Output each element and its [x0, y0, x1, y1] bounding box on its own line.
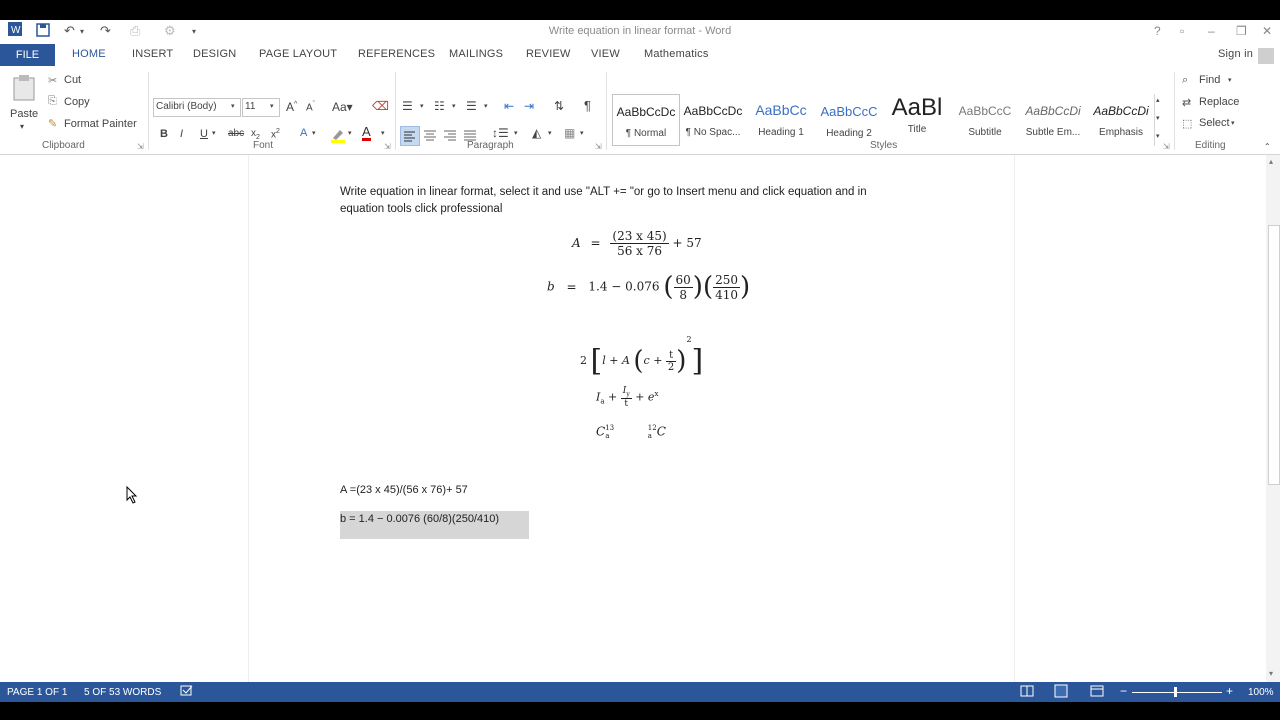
equation-1[interactable] [572, 229, 702, 258]
tab-design[interactable]: DESIGN [193, 48, 237, 60]
style-name: ¶ No Spac... [685, 127, 741, 138]
word-window [0, 20, 1280, 702]
eq2-fraction-1 [674, 273, 693, 302]
multilevel-dropdown-icon[interactable]: ▾ [484, 103, 488, 110]
web-layout-icon[interactable] [1090, 685, 1104, 700]
styles-more-icon[interactable]: ▾ [1156, 133, 1160, 140]
styles-launcher-icon[interactable]: ⇲ [1163, 142, 1170, 151]
multilevel-list-icon[interactable]: ☰ [466, 99, 477, 113]
line-spacing-dropdown-icon[interactable]: ▾ [514, 130, 518, 137]
style-preview: AaBbCcDi [1025, 104, 1081, 118]
font-name-dropdown-icon[interactable]: ▾ [231, 103, 235, 110]
intro-line-2[interactable]: equation tools click professional [340, 203, 503, 215]
intro-line-1[interactable]: Write equation in linear format, select it and use "ALT += "or go to Insert menu and click equation and in [340, 186, 867, 198]
superscript-icon[interactable]: $x^2$ [271, 128, 280, 141]
close-icon[interactable]: ✕ [1262, 24, 1273, 38]
scroll-up-icon[interactable]: ▴ [1269, 157, 1274, 166]
style-no-spacing[interactable] [680, 94, 746, 144]
proofing-icon[interactable] [180, 685, 194, 700]
eq2-f2-den: 410 [715, 287, 739, 302]
font-group-label: Font [253, 140, 274, 151]
style-subtitle[interactable] [952, 94, 1018, 144]
print-preview-icon[interactable]: ⎙ [130, 23, 141, 38]
page-edge-right [1014, 155, 1015, 682]
eq2-paren-close-2: ) [740, 272, 751, 302]
style-heading-1[interactable] [748, 94, 814, 144]
eq3-paren-open: ( [633, 346, 644, 376]
text-effects-dropdown-icon[interactable]: ▾ [312, 130, 316, 137]
grow-font-icon[interactable]: A^ [286, 100, 298, 114]
underline-dropdown-icon[interactable]: ▾ [212, 130, 216, 137]
replace-button[interactable]: Replace [1199, 96, 1240, 108]
ribbon-display-icon[interactable]: ▫ [1180, 24, 1185, 38]
tab-mailings[interactable]: MAILINGS [449, 48, 504, 60]
highlight-icon[interactable] [330, 127, 346, 146]
clipboard-launcher-icon[interactable]: ⇲ [137, 142, 144, 151]
align-left-icon[interactable] [400, 126, 420, 146]
copy-icon: ⎘ [48, 95, 57, 107]
eq3-paren-close: ) [676, 346, 687, 376]
eq4-base: I [596, 390, 601, 404]
style-subtle-emphasis[interactable] [1020, 94, 1086, 144]
group-separator [395, 72, 396, 150]
align-right-icon[interactable] [442, 127, 458, 148]
zoom-in-icon[interactable]: + [1226, 684, 1234, 698]
eq1-rest: + 57 [672, 236, 702, 250]
style-preview: AaBl [891, 94, 943, 121]
equation-2[interactable] [547, 272, 750, 302]
eq1-lhs: A [572, 236, 581, 250]
style-preview: AaBbCc [755, 102, 807, 118]
eq4-sub: a [600, 397, 605, 406]
paragraph-group-label: Paragraph [467, 140, 514, 151]
find-button[interactable]: Find [1199, 74, 1221, 86]
eq4-sup: x [654, 389, 659, 398]
tab-page-layout[interactable]: PAGE LAYOUT [259, 48, 338, 60]
page-edge-left [248, 155, 249, 682]
avatar[interactable] [1258, 48, 1274, 64]
eq2-f2-num: 250 [715, 272, 739, 287]
cut-button[interactable]: Cut [64, 74, 82, 86]
eq3-bracket-open: [ [590, 343, 603, 379]
eq5-right-prescripts [648, 424, 657, 440]
styles-scroll[interactable] [1154, 94, 1166, 146]
style-emphasis[interactable] [1088, 94, 1154, 144]
numbering-dropdown-icon[interactable]: ▾ [452, 103, 456, 110]
replace-icon: ⇄ [1182, 97, 1192, 109]
title-bar [0, 20, 1280, 44]
eq2-lhs: b [547, 279, 555, 294]
eq2-equals: = [566, 279, 577, 294]
ribbon-home [0, 66, 1280, 155]
eq4-f-den: t [624, 398, 629, 409]
linear-equation-2[interactable]: b = 1.4 − 0.0076 (60/8)(250/410) [340, 513, 500, 525]
equation-3[interactable] [580, 335, 703, 379]
style-preview: AaBbCcDc [616, 105, 676, 119]
select-icon: ⬚ [1182, 118, 1193, 130]
cut-icon: ✂ [48, 75, 58, 87]
line-spacing-icon[interactable]: ↕☰ [492, 126, 509, 140]
italic-icon[interactable]: I [180, 128, 184, 140]
eq1-equals: = [590, 236, 601, 250]
font-color-dropdown-icon[interactable]: ▾ [381, 130, 385, 137]
bold-icon[interactable]: B [160, 128, 168, 140]
zoom-slider[interactable] [1132, 692, 1222, 693]
borders-icon[interactable]: ▦ [564, 126, 576, 140]
text-effects-icon[interactable]: A [300, 127, 308, 139]
eq2-paren-open-2: ( [702, 272, 714, 302]
undo-icon[interactable]: ↶ [64, 23, 75, 38]
style-preview: AaBbCcC [820, 104, 878, 119]
font-size-value: 11 [245, 101, 256, 112]
eq1-denominator: 56 x 76 [617, 244, 663, 258]
paste-icon[interactable] [12, 74, 36, 107]
change-case-icon[interactable]: Aa▾ [332, 100, 353, 114]
font-name-value: Calibri (Body) [156, 101, 217, 112]
font-launcher-icon[interactable]: ⇲ [384, 142, 391, 151]
clear-formatting-icon[interactable]: ⌫ [372, 99, 389, 113]
eq2-fraction-2 [713, 273, 740, 302]
customize-icon[interactable]: ⚙ [164, 23, 176, 38]
scroll-thumb[interactable] [1268, 225, 1280, 485]
paste-button[interactable]: Paste [10, 108, 39, 120]
eq5-left-sup: 13 [605, 424, 615, 432]
eq4-f-num-sub: y [626, 390, 630, 398]
paragraph-launcher-icon[interactable]: ⇲ [595, 142, 602, 151]
word-count[interactable]: 5 OF 53 WORDS [84, 687, 162, 698]
copy-button[interactable]: Copy [64, 96, 90, 108]
font-color-icon[interactable]: A [362, 124, 371, 139]
restore-icon[interactable]: ❐ [1236, 24, 1247, 38]
collapse-ribbon-icon[interactable]: ⌃ [1264, 142, 1271, 151]
subscript-icon[interactable]: $x_2$ [251, 128, 260, 141]
minimize-icon[interactable]: – [1208, 24, 1215, 38]
style-preview: AaBbCcDc [683, 104, 743, 118]
scroll-down-icon[interactable]: ▾ [1269, 669, 1274, 678]
quick-access-dropdown-icon[interactable]: ▾ [192, 27, 197, 36]
format-painter-icon: ✎ [48, 118, 58, 130]
eq3-exponent: 2 [686, 335, 692, 344]
eq5-left-sub: a [605, 432, 610, 440]
status-bar [0, 682, 1280, 702]
shrink-font-icon[interactable]: $A^ˇ$ [306, 101, 316, 114]
eq3-f-den: 2 [667, 361, 675, 373]
style-name: Subtle Em... [1025, 127, 1081, 138]
eq4-plus2: + e [635, 390, 655, 404]
eq5-right: C [656, 424, 666, 439]
tab-insert[interactable]: INSERT [132, 48, 174, 60]
print-layout-icon[interactable] [1054, 684, 1068, 701]
ribbon-tabs [0, 44, 1280, 66]
eq5-left-scripts [605, 424, 614, 440]
style-name: Title [907, 124, 927, 135]
page-count[interactable]: PAGE 1 OF 1 [7, 687, 68, 698]
shading-dropdown-icon[interactable]: ▾ [548, 130, 552, 137]
strikethrough-icon[interactable]: abc [228, 128, 245, 139]
style-title[interactable] [884, 94, 950, 144]
style-normal[interactable] [612, 94, 680, 146]
style-heading-2[interactable] [816, 94, 882, 144]
highlight-dropdown-icon[interactable]: ▾ [348, 130, 352, 137]
style-name: Heading 1 [758, 127, 804, 138]
help-icon[interactable]: ? [1154, 24, 1161, 38]
sign-in-link[interactable]: Sign in [1218, 48, 1254, 60]
underline-icon[interactable]: U [200, 128, 208, 140]
eq3-coef: 2 [580, 354, 587, 367]
eq5-right-pre-sup: 12 [647, 424, 657, 432]
eq4-plus: + [608, 390, 618, 404]
eq2-f1-den: 8 [679, 287, 687, 302]
style-name: ¶ Normal [625, 128, 667, 139]
equation-4[interactable] [596, 386, 658, 409]
eq4-fraction [621, 386, 632, 409]
zoom-out-icon[interactable]: − [1120, 684, 1128, 698]
tab-home[interactable]: HOME [72, 48, 106, 60]
group-separator [606, 72, 607, 150]
window-title: Write equation in linear format - Word [548, 25, 732, 37]
styles-down-icon[interactable]: ▾ [1156, 115, 1160, 122]
eq3-fraction [666, 350, 676, 373]
eq2-mid: 1.4 − 0.076 [588, 279, 660, 294]
eq3-bracket-close: ] [691, 343, 704, 379]
show-formatting-icon[interactable]: ¶ [584, 98, 591, 113]
eq1-numerator: (23 x 45) [612, 229, 667, 243]
eq3-inner: l + A [602, 354, 630, 367]
tab-mathematics[interactable]: Mathematics [644, 48, 709, 60]
tab-file[interactable]: FILE [0, 44, 55, 66]
undo-dropdown-icon[interactable]: ▾ [80, 27, 85, 36]
svg-text:W: W [11, 25, 21, 36]
styles-group-label: Styles [870, 140, 898, 151]
eq2-paren-close: ) [692, 272, 703, 302]
bullets-dropdown-icon[interactable]: ▾ [420, 103, 424, 110]
mouse-cursor-icon [126, 486, 138, 509]
tab-review[interactable]: REVIEW [526, 48, 571, 60]
increase-indent-icon[interactable]: ⇥ [524, 99, 535, 113]
numbering-icon[interactable]: ☷ [434, 99, 445, 113]
format-painter-button[interactable]: Format Painter [64, 118, 137, 130]
read-mode-icon[interactable] [1020, 685, 1034, 700]
shading-icon[interactable]: ◭ [532, 126, 542, 140]
align-center-icon[interactable] [422, 127, 438, 148]
select-dropdown-icon[interactable]: ▾ [1231, 120, 1235, 127]
vertical-scrollbar[interactable] [1266, 155, 1280, 682]
font-size-box[interactable] [242, 98, 280, 117]
eq4-f-num-wrap [621, 386, 632, 399]
linear-equation-1[interactable]: A =(23 x 45)/(56 x 76)+ 57 [340, 484, 468, 496]
eq2-f1-num: 60 [675, 272, 691, 287]
font-name-box[interactable] [153, 98, 241, 117]
group-separator [1174, 72, 1175, 150]
sort-icon[interactable]: ⇅ [554, 99, 565, 113]
font-size-dropdown-icon[interactable]: ▾ [270, 103, 274, 110]
select-button[interactable]: Select [1199, 117, 1230, 129]
group-separator [148, 72, 149, 150]
style-preview: AaBbCcC [958, 104, 1012, 118]
eq5-right-pre-sub: a [647, 432, 652, 440]
borders-dropdown-icon[interactable]: ▾ [580, 130, 584, 137]
redo-icon[interactable]: ↷ [100, 23, 111, 38]
style-name: Emphasis [1099, 127, 1143, 138]
zoom-level[interactable]: 100% [1248, 687, 1274, 698]
find-dropdown-icon[interactable]: ▾ [1228, 77, 1232, 84]
tab-references[interactable]: REFERENCES [358, 48, 436, 60]
eq1-fraction [610, 229, 668, 258]
style-name: Subtitle [968, 127, 1002, 138]
document-area[interactable] [0, 155, 1266, 682]
clipboard-group-label: Clipboard [42, 140, 85, 151]
style-name: Heading 2 [826, 128, 872, 139]
eq3-inner2: c + [643, 354, 663, 367]
editing-group-label: Editing [1195, 140, 1226, 151]
equation-5[interactable] [596, 424, 666, 440]
paste-dropdown-icon[interactable]: ▾ [20, 122, 25, 131]
eq2-paren-open: ( [663, 272, 674, 302]
eq5-left: C [596, 424, 606, 439]
styles-up-icon[interactable]: ▴ [1156, 97, 1160, 104]
find-icon: ⌕ [1182, 74, 1189, 86]
decrease-indent-icon[interactable]: ⇤ [504, 99, 515, 113]
bullets-icon[interactable]: ☰ [402, 99, 413, 113]
tab-view[interactable]: VIEW [591, 48, 620, 60]
eq3-f-num: t [666, 350, 676, 362]
style-preview: AaBbCcDi [1093, 104, 1149, 118]
zoom-slider-thumb[interactable] [1174, 687, 1177, 697]
eq4-f-num: I [622, 386, 627, 396]
